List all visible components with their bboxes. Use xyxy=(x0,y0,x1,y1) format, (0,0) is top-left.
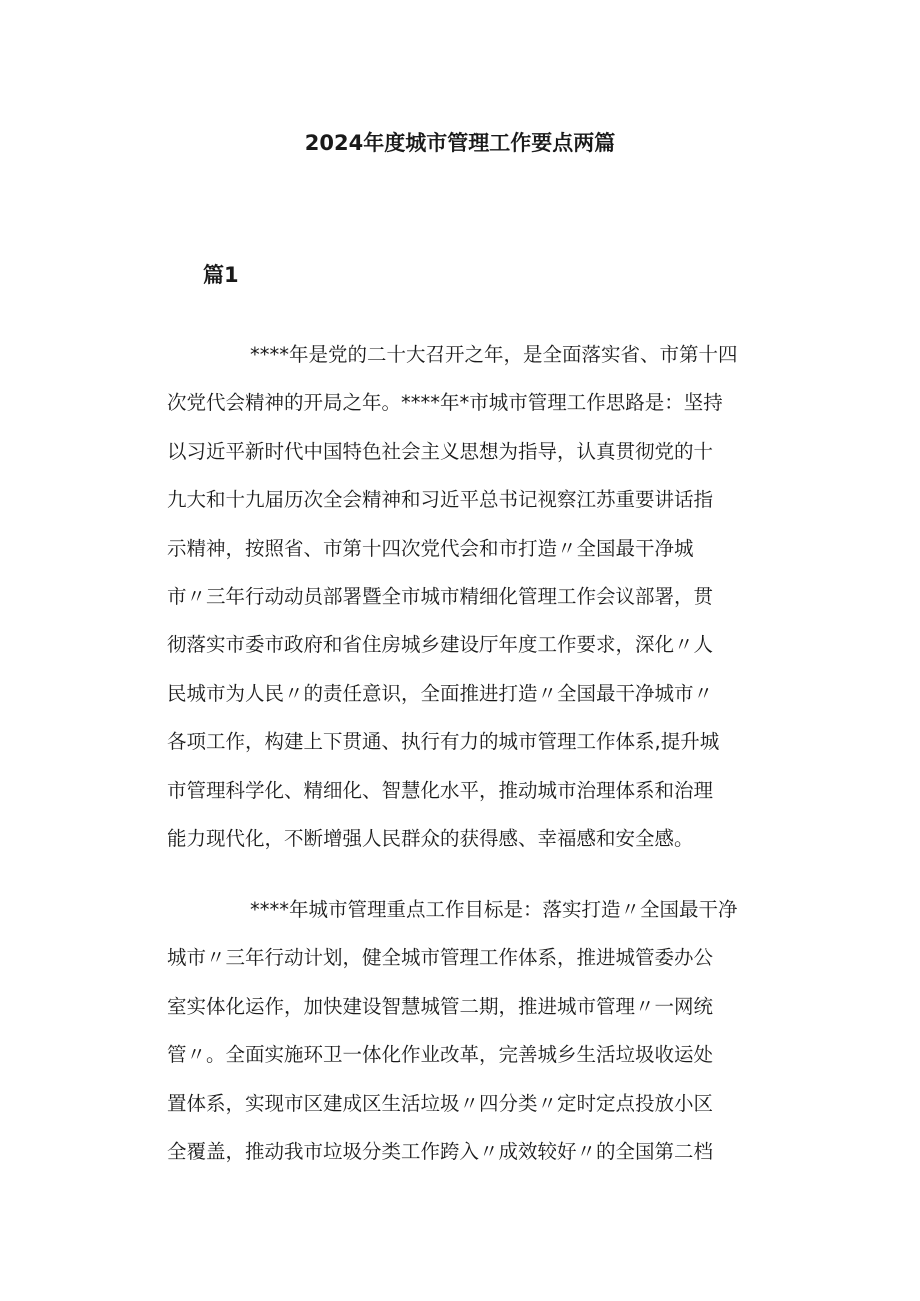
paragraph-line: 以习近平新时代中国特色社会主义思想为指导，认真贯彻党的十 xyxy=(167,439,714,463)
paragraph-line: 次党代会精神的开局之年。****年*市城市管理工作思路是：坚持 xyxy=(167,391,723,415)
section-heading: 篇1 xyxy=(203,263,239,287)
paragraph-line: 各项工作，构建上下贯通、执行有力的城市管理工作体系,提升城 xyxy=(167,730,720,754)
paragraph-line: 能力现代化，不断增强人民群众的获得感、幸福感和安全感。 xyxy=(167,827,694,851)
paragraph-line: 彻落实市委市政府和省住房城乡建设厅年度工作要求，深化〃人 xyxy=(167,633,714,657)
document-title: 2024年度城市管理工作要点两篇 xyxy=(304,131,616,155)
paragraph-line: 九大和十九届历次全会精神和习近平总书记视察江苏重要讲话指 xyxy=(167,488,714,512)
paragraph-line: 市〃三年行动动员部署暨全市城市精细化管理工作会议部署，贯 xyxy=(167,585,714,609)
paragraph-line: 管〃。全面实施环卫一体化作业改革，完善城乡生活垃圾收运处 xyxy=(167,1043,714,1067)
paragraph-line: 室实体化运作，加快建设智慧城管二期，推进城市管理〃一网统 xyxy=(167,994,714,1018)
paragraph-line: ****年是党的二十大召开之年，是全面落实省、市第十四 xyxy=(250,343,738,366)
paragraph-2 xyxy=(167,886,767,1176)
paragraph-line: 全覆盖，推动我市垃圾分类工作跨入〃成效较好〃的全国第二档 xyxy=(167,1140,714,1164)
paragraph-1 xyxy=(167,331,767,863)
paragraph-line: 置体系，实现市区建成区生活垃圾〃四分类〃定时定点投放小区 xyxy=(167,1091,714,1115)
paragraph-line: 市管理科学化、精细化、智慧化水平，推动城市治理体系和治理 xyxy=(167,778,714,802)
paragraph-line: ****年城市管理重点工作目标是：落实打造〃全国最干净 xyxy=(250,898,738,921)
paragraph-line: 示精神，按照省、市第十四次党代会和市打造〃全国最干净城 xyxy=(167,536,694,560)
paragraph-line: 城市〃三年行动计划，健全城市管理工作体系，推进城管委办公 xyxy=(167,946,714,970)
paragraph-line: 民城市为人民〃的责任意识，全面推进打造〃全国最干净城市〃 xyxy=(167,681,714,705)
